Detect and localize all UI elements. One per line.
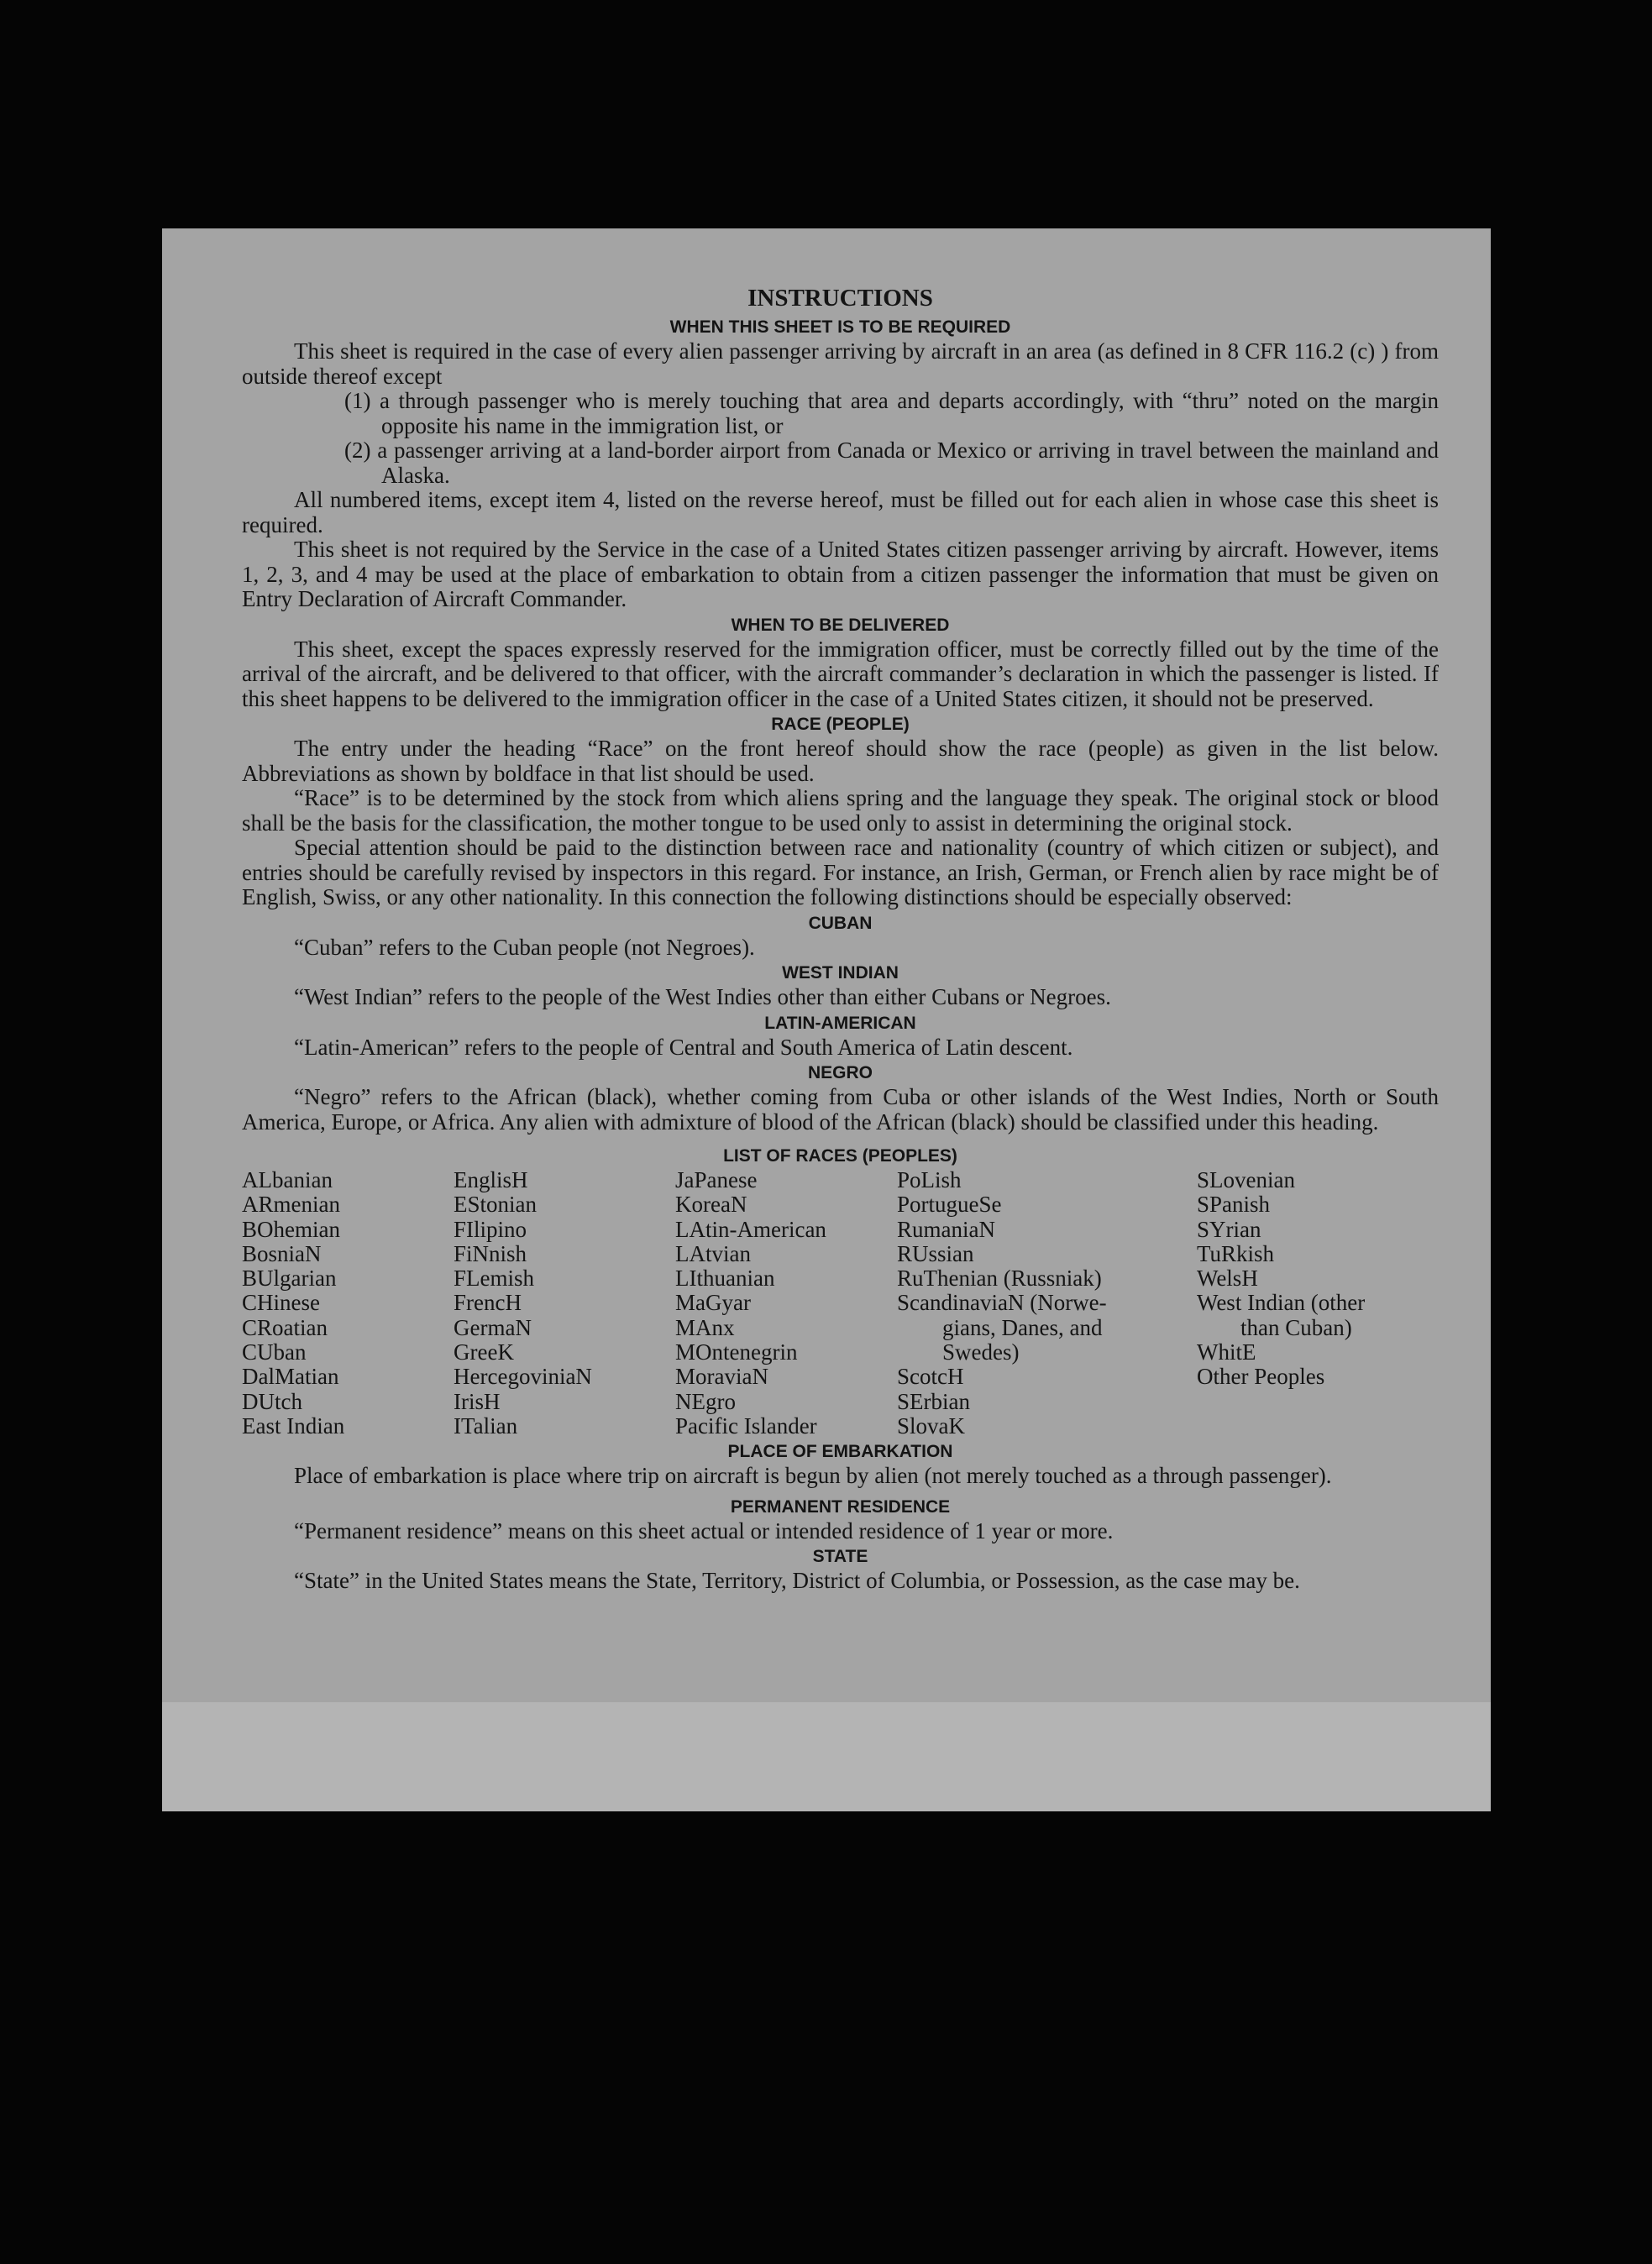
race-entry: LAtvian	[675, 1240, 751, 1266]
paragraph: All numbered items, except item 4, listed on the reverse hereof, must be filled out for each alien in whose case this sheet is required.	[242, 487, 1439, 537]
heading-when-delivered: WHEN TO BE DELIVERED	[731, 615, 950, 635]
race-entry: SYrian	[1197, 1216, 1261, 1242]
race-entry: SLovenian	[1197, 1167, 1295, 1192]
race-entry: ITalian	[454, 1412, 518, 1439]
paragraph: “Latin-American” refers to the people of Central and South America of Latin descent.	[294, 1034, 1073, 1060]
paragraph: “Permanent residence” means on this sheet actual or intended residence of 1 year or more.	[294, 1517, 1114, 1543]
document-title: INSTRUCTIONS	[747, 285, 933, 312]
race-entry: TuRkish	[1197, 1240, 1275, 1266]
race-entry: East Indian	[242, 1412, 345, 1439]
race-entry: BOhemian	[242, 1216, 340, 1242]
race-entry-continued: Swedes)	[942, 1339, 1020, 1365]
race-entry: JaPanese	[675, 1167, 758, 1192]
list-item: (2) a passenger arriving at a land-border airport from Canada or Mexico or arriving in travel between the mainland and Alaska.	[344, 438, 1439, 488]
race-entry: CHinese	[242, 1290, 320, 1316]
race-entry: NEgro	[675, 1388, 736, 1414]
race-entry: CRoatian	[242, 1314, 328, 1340]
paragraph: This sheet is not required by the Service in the case of a United States citizen passenger arriving by aircraft. However, items 1, 2, 3, and 4 may be used at the place of embarkation to obtain from a citizen passenger the information that must be given on Entry Declaration of Aircraft Commander.	[242, 537, 1439, 611]
paragraph: “State” in the United States means the State, Territory, District of Columbia, or Possession, as the case may be.	[294, 1568, 1300, 1594]
race-entry: KoreaN	[675, 1192, 747, 1218]
race-entry: HercegoviniaN	[454, 1364, 592, 1390]
race-entry: MOntenegrin	[675, 1339, 798, 1365]
race-entry: RUssian	[897, 1240, 974, 1266]
document-content	[242, 284, 1439, 1594]
heading-state: STATE	[812, 1547, 868, 1567]
race-entry: FLemish	[454, 1266, 535, 1292]
race-entry: GermaN	[454, 1314, 532, 1340]
race-entry: MaGyar	[675, 1290, 751, 1316]
races-column	[1197, 1168, 1424, 1439]
race-entry-continued: than Cuban)	[1240, 1314, 1352, 1340]
race-entry: RumaniaN	[897, 1216, 995, 1242]
heading-negro: NEGRO	[807, 1063, 873, 1082]
paragraph: “Cuban” refers to the Cuban people (not Negroes).	[294, 934, 755, 960]
races-column	[454, 1168, 675, 1439]
races-column	[897, 1168, 1197, 1439]
document-sheet	[162, 228, 1491, 1811]
race-entry: West Indian (other	[1197, 1290, 1366, 1316]
race-entry: PortugueSe	[897, 1192, 1002, 1218]
heading-race: RACE (PEOPLE)	[771, 715, 910, 734]
race-entry-continued: gians, Danes, and	[942, 1314, 1103, 1340]
paragraph: Special attention should be paid to the distinction between race and nationality (country of which citizen or subject), and entries should be carefully revised by inspectors in this regard. For instance, an Irish, German, or French alien by race might be of English, Swiss, or any other nationality. In this connection the following distinctions should be especially observed:	[242, 835, 1439, 909]
heading-west-indian: WEST INDIAN	[782, 963, 899, 983]
race-entry: SPanish	[1197, 1192, 1271, 1218]
race-entry: FrencH	[454, 1290, 522, 1316]
race-entry: EnglisH	[454, 1167, 528, 1192]
races-column	[242, 1168, 454, 1439]
race-entry: DUtch	[242, 1388, 302, 1414]
race-entry: IrisH	[454, 1388, 501, 1414]
heading-latin-american: LATIN-AMERICAN	[764, 1013, 916, 1033]
race-entry: ARmenian	[242, 1192, 340, 1218]
race-entry: CUban	[242, 1339, 307, 1365]
paragraph: This sheet, except the spaces expressly reserved for the immigration officer, must be correctly filled out by the time of the arrival of the aircraft, and be delivered to that officer, with the aircraft commander’s declaration in which the passenger is listed. If this sheet happens to be delivered to the immigration officer in the case of a United States citizen, it should not be preserved.	[242, 636, 1439, 711]
race-entry: EStonian	[454, 1192, 537, 1218]
race-entry: FIlipino	[454, 1216, 527, 1242]
race-entry: ALbanian	[242, 1167, 333, 1192]
paragraph: “Negro” refers to the African (black), whether coming from Cuba or other islands of the West Indies, North or South America, Europe, or Africa. Any alien with admixture of blood of the African (black) should be classified under this heading.	[242, 1084, 1439, 1135]
race-entry: MAnx	[675, 1314, 735, 1340]
race-entry: ScotcH	[897, 1364, 964, 1390]
race-entry: DalMatian	[242, 1364, 339, 1390]
race-entry: GreeK	[454, 1339, 514, 1365]
heading-cuban: CUBAN	[808, 913, 873, 933]
race-entry: BUlgarian	[242, 1266, 337, 1292]
heading-list-of-races: LIST OF RACES (PEOPLES)	[723, 1146, 957, 1166]
races-column	[675, 1168, 897, 1439]
paragraph: “West Indian” refers to the people of the West Indies other than either Cubans or Negroes.	[294, 984, 1111, 1009]
heading-permanent-residence: PERMANENT RESIDENCE	[730, 1496, 951, 1517]
race-entry: WhitE	[1197, 1339, 1256, 1365]
race-entry: PoLish	[897, 1167, 962, 1192]
race-entry: Other Peoples	[1197, 1364, 1325, 1390]
paragraph: Place of embarkation is place where trip on aircraft is begun by alien (not merely touched as a through passenger).	[294, 1463, 1332, 1489]
race-entry: RuThenian (Russniak)	[897, 1266, 1102, 1292]
paragraph: This sheet is required in the case of every alien passenger arriving by aircraft in an area (as defined in 8 CFR 116.2 (c) ) from outside thereof except	[242, 338, 1439, 389]
race-entry: WelsH	[1197, 1266, 1258, 1292]
race-entry: BosniaN	[242, 1240, 322, 1266]
race-entry: SlovaK	[897, 1412, 965, 1439]
race-entry: FiNnish	[454, 1240, 527, 1266]
race-entry: Pacific Islander	[675, 1412, 817, 1439]
race-entry: ScandinaviaN (Norwe-	[897, 1290, 1107, 1316]
races-table	[242, 1168, 1439, 1439]
heading-embarkation: PLACE OF EMBARKATION	[727, 1442, 953, 1462]
paragraph: The entry under the heading “Race” on the front hereof should show the race (people) as given in the list below. Abbreviations as shown by boldface in that list should be used.	[242, 736, 1439, 786]
list-item: (1) a through passenger who is merely touching that area and departs accordingly, with “thru” noted on the margin opposite his name in the immigration list, or	[344, 388, 1439, 438]
race-entry: LIthuanian	[675, 1266, 775, 1292]
heading-when-required: WHEN THIS SHEET IS TO BE REQUIRED	[669, 317, 1011, 337]
race-entry: LAtin-American	[675, 1216, 826, 1242]
paragraph: “Race” is to be determined by the stock from which aliens spring and the language they speak. The original stock or blood shall be the basis for the classification, the mother tongue to be used only to assist in determining the original stock.	[242, 785, 1439, 836]
race-entry: SErbian	[897, 1388, 970, 1414]
race-entry: MoraviaN	[675, 1364, 768, 1390]
